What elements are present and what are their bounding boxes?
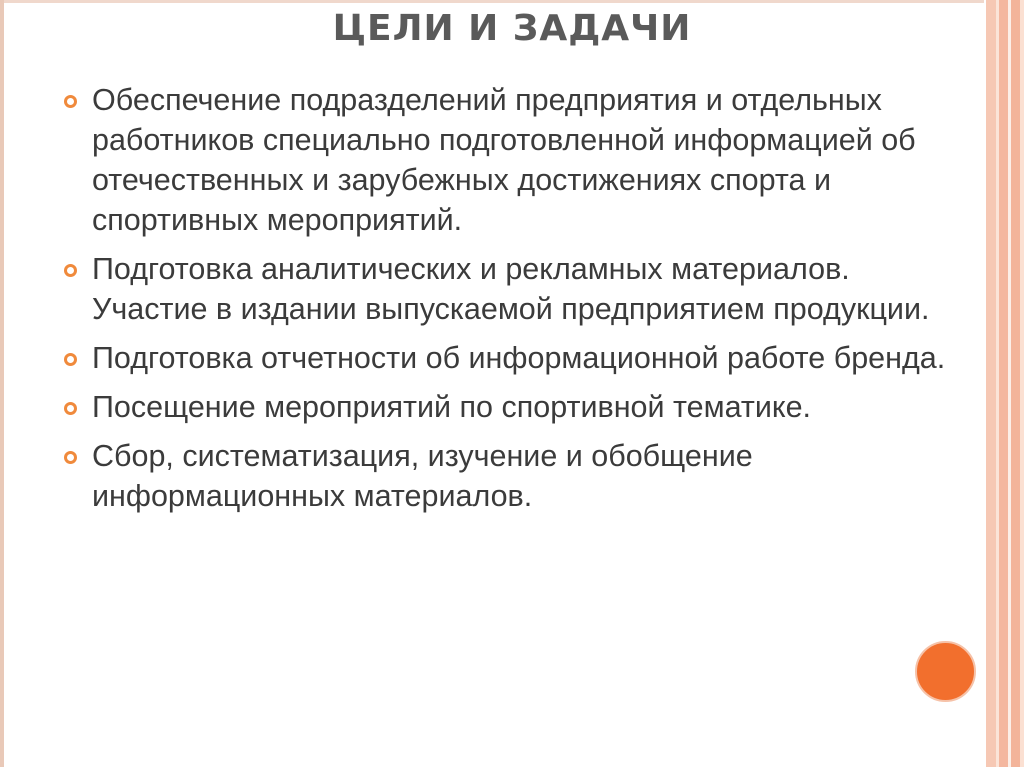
- bullet-text: Посещение мероприятий по спортивной тематике.: [92, 390, 812, 424]
- decorative-stripes: [984, 0, 1024, 767]
- bullet-item: [58, 436, 958, 516]
- bullet-item: [58, 387, 958, 427]
- bullet-text: Сбор, систематизация, изучение и обобщение информационных материалов.: [92, 439, 753, 513]
- bullet-text: Подготовка отчетности об информационной работе бренда.: [92, 341, 946, 375]
- bullet-text: Подготовка аналитических и рекламных материалов. Участие в издании выпускаемой предприятием продукции.: [92, 252, 930, 326]
- ring-bullet-icon: [64, 264, 77, 277]
- bullet-item: [58, 80, 958, 240]
- bullet-item: [58, 338, 958, 378]
- bullet-list: [58, 80, 958, 525]
- decorative-circle: [915, 641, 976, 702]
- slide-title: ЦЕЛИ И ЗАДАЧИ: [332, 8, 692, 49]
- bullet-text: Обеспечение подразделений предприятия и отдельных работников специально подготовленной информацией об отечественных и зарубежных достижениях спорта и спортивных мероприятий.: [92, 83, 916, 237]
- ring-bullet-icon: [64, 95, 77, 108]
- bullet-item: [58, 249, 958, 329]
- frame-top-border: [0, 0, 1024, 3]
- ring-bullet-icon: [64, 402, 77, 415]
- ring-bullet-icon: [64, 353, 77, 366]
- frame-left-border: [0, 0, 4, 767]
- ring-bullet-icon: [64, 451, 77, 464]
